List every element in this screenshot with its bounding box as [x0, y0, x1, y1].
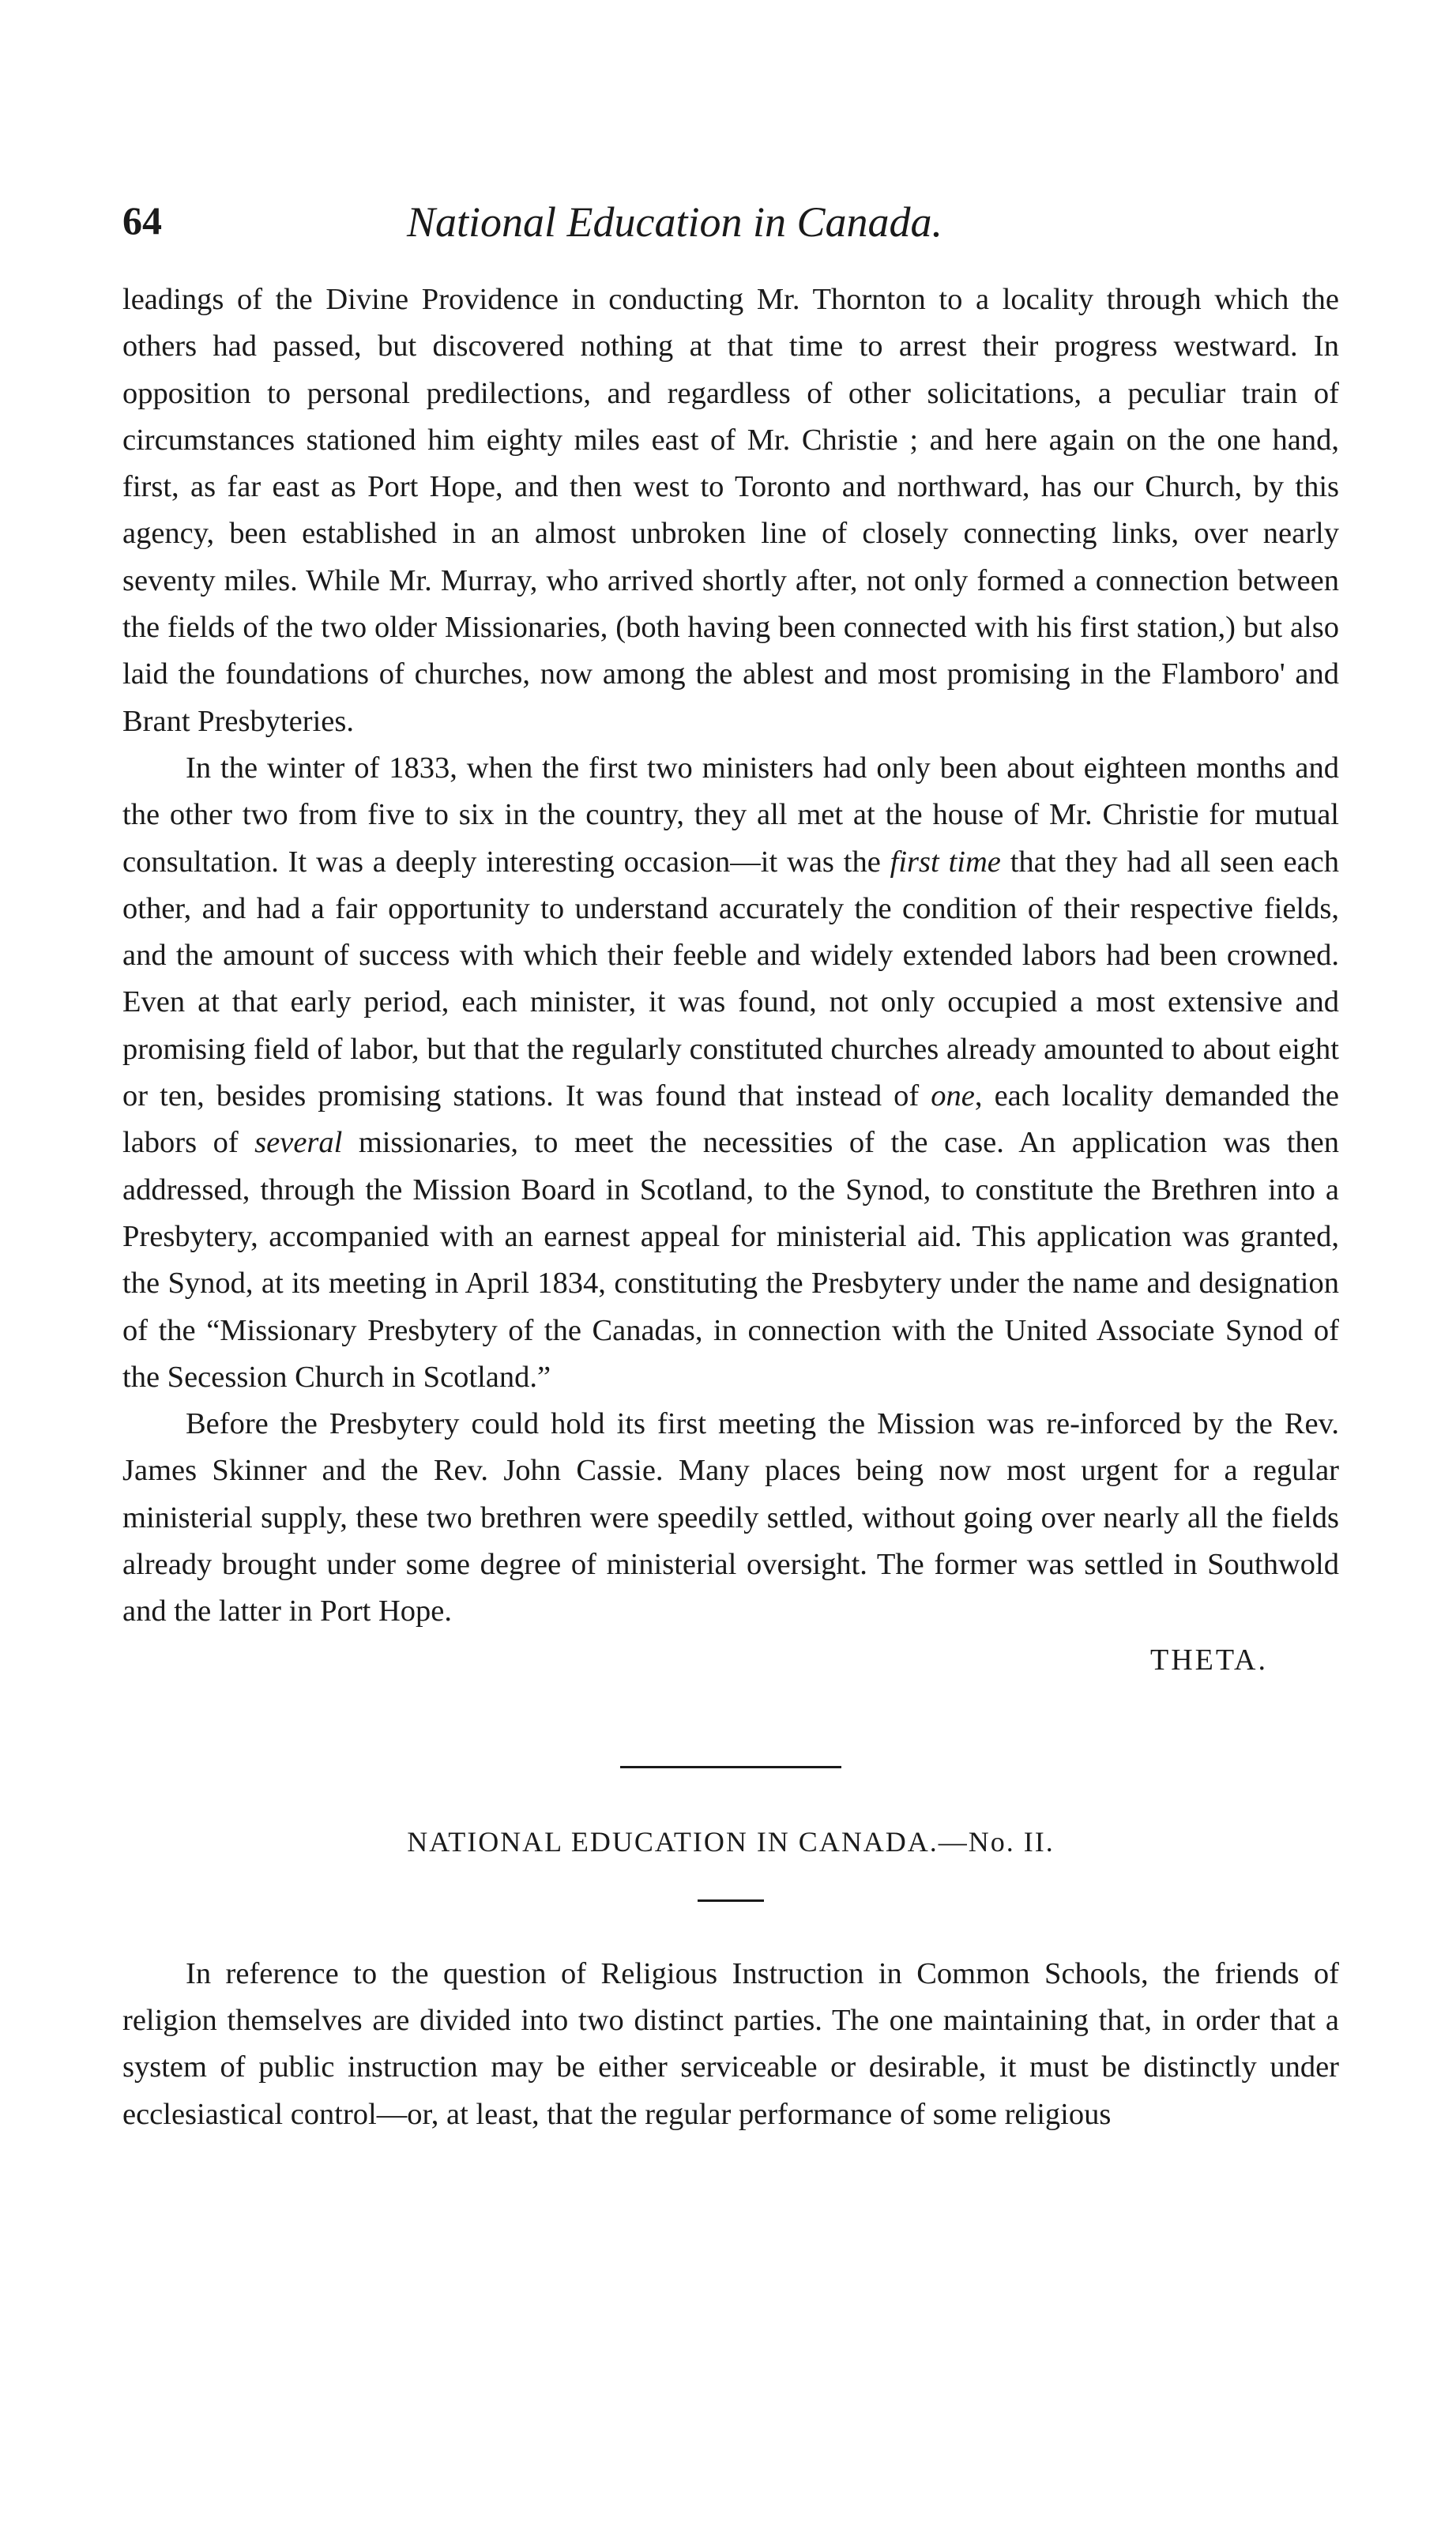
section-divider	[620, 1766, 841, 1768]
article-body	[122, 1951, 1339, 2138]
page-number: 64	[122, 198, 162, 243]
paragraph-2-part-c: , each locality demanded the labors of	[122, 1079, 1339, 1160]
article-heading: NATIONAL EDUCATION IN CANADA.—No. II.	[407, 1825, 1055, 1858]
emphasis-first-time: first time	[890, 845, 1001, 879]
emphasis-one: one	[931, 1079, 975, 1113]
running-title: National Education in Canada.	[407, 198, 943, 246]
running-head	[122, 198, 1339, 253]
emphasis-several: several	[254, 1126, 343, 1160]
author-signature: THETA.	[1150, 1643, 1268, 1677]
heading-rule	[698, 1899, 764, 1902]
paragraph-1: leadings of the Divine Providence in conducting Mr. Thornton to a locality through which the others had passed, but discovered nothing at that time to arrest their progress westward. In opposition to personal predilections, and regardless of other solicitations, a peculiar train of circumstances stationed him eighty miles east of Mr. Christie ; and here again on the one hand, first, as far east as Port Hope, and then west to Toronto and northward, has our Church, by this agency, been established in an almost unbroken line of closely connecting links, over nearly seventy miles. While Mr. Murray, who arrived shortly after, not only formed a connection between the fields of the two older Missionaries, (both having been connected with his first station,) but also laid the foundations of churches, now among the ablest and most promising in the Flamboro' and Brant Presbyteries.	[122, 283, 1339, 738]
paragraph-2-part-b: that they had all seen each other, and had a fair opportunity to understand accurately the condition of their respective fields, and the amount of success with which their feeble and widely extended labors had been crowned. Even at that early period, each minister, it was found, not only occupied a most extensive and promising field of labor, but that the regularly constituted churches already amounted to about eight or ten, besides promising stations. It was found that instead of	[122, 845, 1340, 1113]
article-paragraph-1: In reference to the question of Religious Instruction in Common Schools, the friends of religion themselves are divided into two distinct parties. The one maintaining that, in order that a system of public instruction may be either serviceable or desirable, it must be distinctly under ecclesiastical control—or, at least, that the regular performance of some religious	[122, 1956, 1339, 2131]
paragraph-2-part-a: In the winter of 1833, when the first two ministers had only been about eighteen months and the other two from five to six in the country, they all met at the house of Mr. Christie for mutual consultation. It was a deeply interesting occasion—it was the	[122, 751, 1339, 879]
paragraph-3: Before the Presbytery could hold its first meeting the Mission was re-inforced by the Rev. James Skinner and the Rev. John Cassie. Many places being now most urgent for a regular ministerial supply, these two brethren were speedily settled, without going over nearly all the fields already brought under some degree of ministerial oversight. The former was settled in Southwold and the latter in Port Hope.	[122, 1407, 1339, 1628]
paragraph-2	[122, 745, 1339, 1401]
document-page	[122, 198, 1339, 2138]
body-text	[122, 277, 1339, 1684]
paragraph-2-part-d: missionaries, to meet the necessities of the case. An application was then addressed, through the Mission Board in Scotland, to the Synod, to constitute the Brethren into a Presbytery, accompanied with an earnest appeal for ministerial aid. This application was granted, the Synod, at its meeting in April 1834, constituting the Presbytery under the name and designation of the “Missionary Presbytery of the Canadas, in connection with the United Associate Synod of the Secession Church in Scotland.”	[122, 1126, 1339, 1394]
